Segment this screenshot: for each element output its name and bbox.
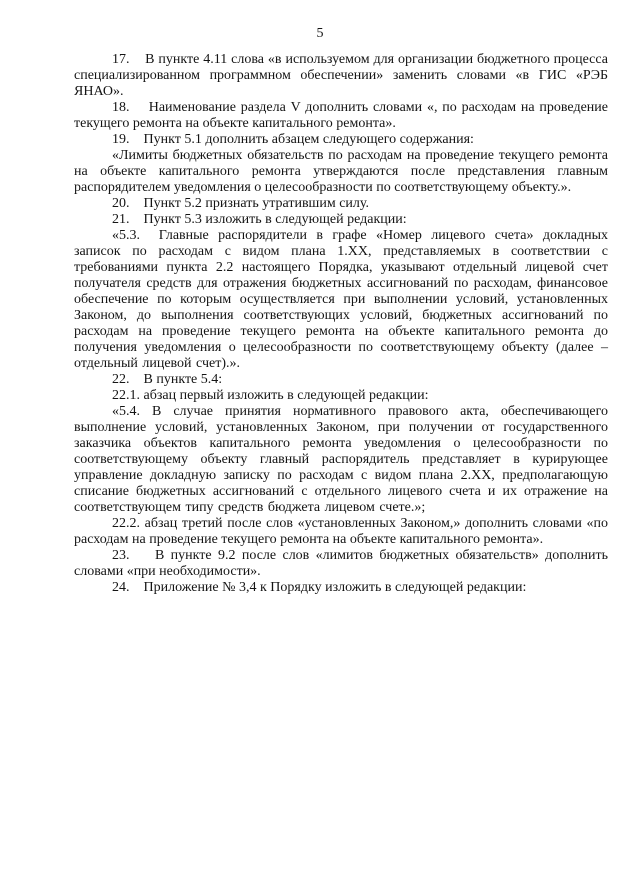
paragraph-24: 24. Приложение № 3,4 к Порядку изложить в следующей редакции: — [112, 580, 527, 595]
paragraph-18: 18. Наименование раздела V дополнить словами «, по расходам на проведение текущего ремонта на объекте капитального ремонта». — [74, 100, 608, 131]
document-body — [74, 52, 608, 596]
paragraph-20: 20. Пункт 5.2 признать утратившим силу. — [112, 196, 369, 211]
paragraph-22-1: 22.1. абзац первый изложить в следующей редакции: — [112, 388, 429, 403]
paragraph-17: 17. В пункте 4.11 слова «в используемом для организации бюджетного процесса специализированном программном обеспечении» заменить словами «в ГИС «РЭБ ЯНАО». — [74, 52, 608, 99]
paragraph-22-1-quote: «5.4. В случае принятия нормативного правового акта, обеспечивающего выполнение условий, установленных Законом, при получении от государственного заказчика объектов капитального ремонта уведомления о целесообразности по соответствующему объекту главный распорядитель представляет в курирующее управление докладную записку по расходам с видом плана 2.ХХ, предполагающую списание бюджетных ассигнований с отдельного лицевого счета и их отражение на соответствующем типу средств бюджета лицевом счете.»; — [74, 404, 608, 515]
paragraph-22: 22. В пункте 5.4: — [112, 372, 223, 387]
paragraph-21: 21. Пункт 5.3 изложить в следующей редакции: — [112, 212, 407, 227]
paragraph-23: 23. В пункте 9.2 после слов «лимитов бюджетных обязательств» дополнить словами «при необходимости». — [74, 548, 608, 579]
page-number: 5 — [316, 26, 324, 41]
paragraph-19: 19. Пункт 5.1 дополнить абзацем следующего содержания: — [112, 132, 474, 147]
paragraph-19-quote: «Лимиты бюджетных обязательств по расходам на проведение текущего ремонта на объекте капитального ремонта утверждаются после представления главным распорядителем уведомления о целесообразности по соответствующему объекту.». — [74, 148, 608, 195]
paragraph-22-2: 22.2. абзац третий после слов «установленных Законом,» дополнить словами «по расходам на проведение текущего ремонта на объекте капитального ремонта». — [74, 516, 608, 547]
paragraph-21-quote: «5.3. Главные распорядители в графе «Номер лицевого счета» докладных записок по расходам с видом плана 1.ХХ, представляемых в соответствии с требованиями пункта 2.2 настоящего Порядка, указывают отдельный лицевой счет получателя средств для отражения бюджетных ассигнований по расходам, финансовое обеспечение по которым осуществляется при выполнении условий, установленных Законом, до выполнения соответствующих условий, бюджетных ассигнований по расходам на проведение текущего ремонта на объекте капитального ремонта до получения уведомления о целесообразности по соответствующему объекту (далее – отдельный лицевой счет).». — [74, 228, 608, 371]
